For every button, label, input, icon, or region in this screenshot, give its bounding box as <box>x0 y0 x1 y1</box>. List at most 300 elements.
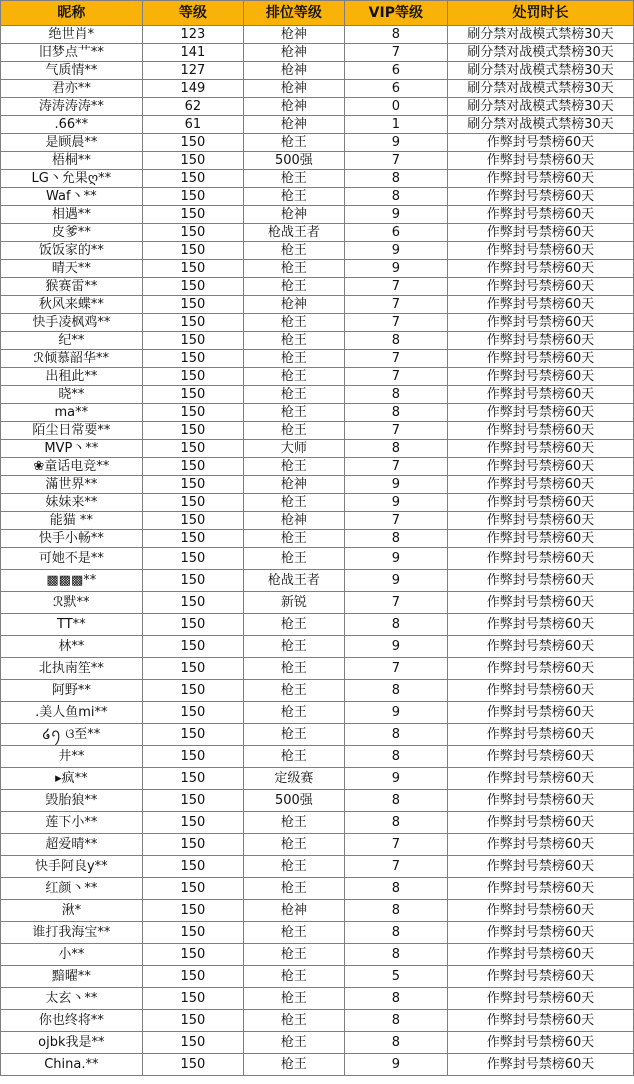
cell-rank: 枪王 <box>244 494 344 512</box>
cell-vip: 7 <box>344 834 447 856</box>
cell-nickname: 黯曜** <box>1 966 143 988</box>
cell-level: 150 <box>142 724 243 746</box>
cell-penalty: 作弊封号禁榜60天 <box>448 188 634 206</box>
cell-penalty: 作弊封号禁榜60天 <box>448 636 634 658</box>
table-row <box>1 26 634 44</box>
cell-nickname: 红颜丶** <box>1 878 143 900</box>
cell-rank: 枪王 <box>244 856 344 878</box>
table-row <box>1 988 634 1010</box>
table-row <box>1 350 634 368</box>
cell-penalty: 作弊封号禁榜60天 <box>448 966 634 988</box>
cell-vip: 7 <box>344 350 447 368</box>
cell-vip: 8 <box>344 746 447 768</box>
cell-rank: 枪神 <box>244 80 344 98</box>
cell-penalty: 作弊封号禁榜60天 <box>448 530 634 548</box>
cell-nickname: 谁打我海宝** <box>1 922 143 944</box>
cell-level: 150 <box>142 592 243 614</box>
cell-rank: 枪神 <box>244 476 344 494</box>
cell-vip: 8 <box>344 790 447 812</box>
cell-rank: 枪神 <box>244 26 344 44</box>
table-row <box>1 458 634 476</box>
cell-level: 150 <box>142 368 243 386</box>
cell-nickname: 林** <box>1 636 143 658</box>
cell-vip: 7 <box>344 152 447 170</box>
table-row <box>1 834 634 856</box>
cell-vip: 7 <box>344 296 447 314</box>
cell-rank: 定级赛 <box>244 768 344 790</box>
table-row <box>1 530 634 548</box>
table-row <box>1 922 634 944</box>
cell-penalty: 作弊封号禁榜60天 <box>448 440 634 458</box>
cell-level: 150 <box>142 790 243 812</box>
cell-vip: 7 <box>344 512 447 530</box>
cell-nickname: LG丶允果ღ** <box>1 170 143 188</box>
cell-penalty: 作弊封号禁榜60天 <box>448 1032 634 1054</box>
cell-rank: 枪王 <box>244 944 344 966</box>
cell-vip: 8 <box>344 188 447 206</box>
cell-level: 150 <box>142 812 243 834</box>
cell-level: 150 <box>142 746 243 768</box>
cell-penalty: 刷分禁对战模式禁榜30天 <box>448 98 634 116</box>
cell-vip: 7 <box>344 368 447 386</box>
table-row <box>1 440 634 458</box>
cell-level: 150 <box>142 152 243 170</box>
cell-rank: 枪王 <box>244 702 344 724</box>
cell-level: 150 <box>142 332 243 350</box>
cell-vip: 9 <box>344 636 447 658</box>
cell-nickname: China.** <box>1 1054 143 1076</box>
cell-rank: 枪王 <box>244 260 344 278</box>
cell-penalty: 作弊封号禁榜60天 <box>448 260 634 278</box>
table-row <box>1 260 634 278</box>
cell-penalty: 作弊封号禁榜60天 <box>448 512 634 530</box>
cell-level: 150 <box>142 260 243 278</box>
cell-level: 150 <box>142 134 243 152</box>
cell-penalty: 作弊封号禁榜60天 <box>448 170 634 188</box>
table-row <box>1 812 634 834</box>
table-row <box>1 98 634 116</box>
cell-level: 150 <box>142 614 243 636</box>
cell-vip: 7 <box>344 44 447 62</box>
cell-rank: 枪王 <box>244 1032 344 1054</box>
cell-nickname: 井** <box>1 746 143 768</box>
table-row <box>1 278 634 296</box>
cell-vip: 7 <box>344 422 447 440</box>
cell-rank: 枪王 <box>244 1054 344 1076</box>
cell-level: 150 <box>142 768 243 790</box>
cell-rank: 枪王 <box>244 966 344 988</box>
cell-penalty: 作弊封号禁榜60天 <box>448 134 634 152</box>
cell-rank: 枪王 <box>244 458 344 476</box>
table-row <box>1 548 634 570</box>
cell-nickname: ℛ倾慕韶华** <box>1 350 143 368</box>
cell-nickname: ▩▩▩** <box>1 570 143 592</box>
table-row <box>1 62 634 80</box>
cell-penalty: 作弊封号禁榜60天 <box>448 922 634 944</box>
cell-rank: 500强 <box>244 152 344 170</box>
cell-penalty: 作弊封号禁榜60天 <box>448 476 634 494</box>
cell-level: 150 <box>142 494 243 512</box>
cell-rank: 枪王 <box>244 878 344 900</box>
cell-nickname: 秋风来蝶** <box>1 296 143 314</box>
cell-level: 150 <box>142 922 243 944</box>
cell-rank: 枪王 <box>244 834 344 856</box>
cell-nickname: 相遇** <box>1 206 143 224</box>
cell-nickname: 你也终将** <box>1 1010 143 1032</box>
cell-rank: 枪王 <box>244 350 344 368</box>
cell-rank: 枪王 <box>244 1010 344 1032</box>
cell-penalty: 作弊封号禁榜60天 <box>448 494 634 512</box>
cell-rank: 枪神 <box>244 98 344 116</box>
cell-penalty: 刷分禁对战模式禁榜30天 <box>448 62 634 80</box>
cell-nickname: 绝世肖* <box>1 26 143 44</box>
cell-penalty: 作弊封号禁榜60天 <box>448 944 634 966</box>
cell-vip: 6 <box>344 80 447 98</box>
cell-rank: 枪王 <box>244 548 344 570</box>
cell-level: 150 <box>142 1010 243 1032</box>
cell-rank: 枪王 <box>244 368 344 386</box>
cell-level: 150 <box>142 422 243 440</box>
table-body <box>1 26 634 1076</box>
cell-rank: 枪神 <box>244 62 344 80</box>
header-vip: VIP等级 <box>344 1 447 26</box>
table-row <box>1 242 634 260</box>
cell-level: 150 <box>142 512 243 530</box>
cell-rank: 枪王 <box>244 404 344 422</box>
cell-nickname: 超爱晴** <box>1 834 143 856</box>
cell-nickname: 梧桐** <box>1 152 143 170</box>
cell-penalty: 作弊封号禁榜60天 <box>448 658 634 680</box>
cell-rank: 枪王 <box>244 170 344 188</box>
cell-rank: 枪王 <box>244 922 344 944</box>
cell-rank: 枪王 <box>244 332 344 350</box>
cell-rank: 新锐 <box>244 592 344 614</box>
cell-rank: 枪神 <box>244 206 344 224</box>
cell-level: 150 <box>142 856 243 878</box>
cell-nickname: .66** <box>1 116 143 134</box>
cell-penalty: 作弊封号禁榜60天 <box>448 1054 634 1076</box>
cell-level: 150 <box>142 966 243 988</box>
cell-level: 150 <box>142 278 243 296</box>
table-row <box>1 878 634 900</box>
cell-level: 150 <box>142 1054 243 1076</box>
cell-level: 150 <box>142 548 243 570</box>
cell-rank: 枪王 <box>244 614 344 636</box>
cell-penalty: 作弊封号禁榜60天 <box>448 548 634 570</box>
table-row <box>1 368 634 386</box>
cell-vip: 7 <box>344 458 447 476</box>
cell-rank: 枪王 <box>244 188 344 206</box>
cell-nickname: 旧梦点艹** <box>1 44 143 62</box>
cell-level: 150 <box>142 476 243 494</box>
cell-vip: 9 <box>344 494 447 512</box>
cell-rank: 枪王 <box>244 680 344 702</box>
cell-vip: 9 <box>344 242 447 260</box>
cell-vip: 8 <box>344 386 447 404</box>
cell-nickname: 陌尘日常要** <box>1 422 143 440</box>
cell-nickname: 能猫 ** <box>1 512 143 530</box>
cell-nickname: 出租此** <box>1 368 143 386</box>
cell-nickname: 猴赛雷** <box>1 278 143 296</box>
cell-penalty: 作弊封号禁榜60天 <box>448 206 634 224</box>
cell-penalty: 作弊封号禁榜60天 <box>448 386 634 404</box>
cell-vip: 9 <box>344 548 447 570</box>
cell-level: 150 <box>142 530 243 548</box>
table-row <box>1 404 634 422</box>
cell-level: 150 <box>142 386 243 404</box>
cell-penalty: 作弊封号禁榜60天 <box>448 614 634 636</box>
cell-penalty: 作弊封号禁榜60天 <box>448 404 634 422</box>
cell-level: 150 <box>142 188 243 206</box>
cell-vip: 6 <box>344 62 447 80</box>
cell-vip: 8 <box>344 988 447 1010</box>
cell-rank: 枪王 <box>244 314 344 332</box>
cell-nickname: 涛涛涛涛** <box>1 98 143 116</box>
table-row <box>1 1054 634 1076</box>
table-row <box>1 386 634 404</box>
cell-level: 150 <box>142 1032 243 1054</box>
header-penalty: 处罚时长 <box>448 1 634 26</box>
table-row <box>1 224 634 242</box>
table-row <box>1 724 634 746</box>
cell-vip: 9 <box>344 134 447 152</box>
cell-penalty: 作弊封号禁榜60天 <box>448 332 634 350</box>
cell-nickname: 快手小畅** <box>1 530 143 548</box>
cell-nickname: 君亦** <box>1 80 143 98</box>
table-row <box>1 768 634 790</box>
cell-nickname: 妹妹来** <box>1 494 143 512</box>
cell-penalty: 作弊封号禁榜60天 <box>448 224 634 242</box>
table-row <box>1 152 634 170</box>
table-row <box>1 1032 634 1054</box>
cell-penalty: 作弊封号禁榜60天 <box>448 790 634 812</box>
cell-vip: 8 <box>344 812 447 834</box>
cell-nickname: ໒ꪆ ଓ至** <box>1 724 143 746</box>
cell-vip: 9 <box>344 1054 447 1076</box>
table-row <box>1 658 634 680</box>
cell-penalty: 刷分禁对战模式禁榜30天 <box>448 44 634 62</box>
cell-nickname: 毁胎狼** <box>1 790 143 812</box>
cell-penalty: 作弊封号禁榜60天 <box>448 856 634 878</box>
cell-level: 150 <box>142 702 243 724</box>
cell-rank: 枪战王者 <box>244 570 344 592</box>
cell-level: 62 <box>142 98 243 116</box>
cell-vip: 8 <box>344 944 447 966</box>
cell-vip: 8 <box>344 404 447 422</box>
cell-level: 150 <box>142 440 243 458</box>
cell-rank: 枪王 <box>244 134 344 152</box>
cell-vip: 8 <box>344 724 447 746</box>
table-row <box>1 44 634 62</box>
cell-nickname: 太玄丶** <box>1 988 143 1010</box>
cell-nickname: 可她不是** <box>1 548 143 570</box>
table-row <box>1 314 634 332</box>
cell-penalty: 作弊封号禁榜60天 <box>448 834 634 856</box>
cell-level: 150 <box>142 224 243 242</box>
cell-penalty: 作弊封号禁榜60天 <box>448 1010 634 1032</box>
cell-level: 150 <box>142 242 243 260</box>
cell-penalty: 作弊封号禁榜60天 <box>448 152 634 170</box>
cell-vip: 7 <box>344 658 447 680</box>
table-row <box>1 746 634 768</box>
table-row <box>1 614 634 636</box>
cell-rank: 枪战王者 <box>244 224 344 242</box>
cell-vip: 8 <box>344 878 447 900</box>
table-row <box>1 1010 634 1032</box>
cell-nickname: 快手阿良y** <box>1 856 143 878</box>
table-row <box>1 636 634 658</box>
table-row <box>1 332 634 350</box>
table-row <box>1 116 634 134</box>
cell-rank: 枪神 <box>244 512 344 530</box>
cell-penalty: 作弊封号禁榜60天 <box>448 278 634 296</box>
cell-penalty: 作弊封号禁榜60天 <box>448 422 634 440</box>
cell-nickname: 小** <box>1 944 143 966</box>
cell-vip: 7 <box>344 592 447 614</box>
cell-level: 149 <box>142 80 243 98</box>
cell-level: 150 <box>142 296 243 314</box>
cell-vip: 9 <box>344 260 447 278</box>
cell-vip: 9 <box>344 702 447 724</box>
cell-rank: 枪王 <box>244 988 344 1010</box>
cell-penalty: 刷分禁对战模式禁榜30天 <box>448 26 634 44</box>
cell-level: 150 <box>142 878 243 900</box>
cell-level: 150 <box>142 350 243 368</box>
table-row <box>1 134 634 152</box>
table-row <box>1 592 634 614</box>
table-row <box>1 296 634 314</box>
cell-vip: 9 <box>344 476 447 494</box>
cell-vip: 7 <box>344 856 447 878</box>
cell-vip: 8 <box>344 900 447 922</box>
cell-rank: 枪王 <box>244 278 344 296</box>
cell-nickname: ojbk我是** <box>1 1032 143 1054</box>
table-row <box>1 494 634 512</box>
table-row <box>1 900 634 922</box>
cell-nickname: 莲下小** <box>1 812 143 834</box>
cell-rank: 枪神 <box>244 116 344 134</box>
cell-vip: 7 <box>344 314 447 332</box>
cell-level: 150 <box>142 404 243 422</box>
cell-vip: 8 <box>344 26 447 44</box>
cell-level: 150 <box>142 458 243 476</box>
cell-penalty: 作弊封号禁榜60天 <box>448 988 634 1010</box>
table-row <box>1 570 634 592</box>
cell-vip: 8 <box>344 332 447 350</box>
cell-vip: 8 <box>344 1010 447 1032</box>
cell-level: 150 <box>142 314 243 332</box>
cell-vip: 8 <box>344 1032 447 1054</box>
table-row <box>1 206 634 224</box>
cell-vip: 9 <box>344 768 447 790</box>
cell-vip: 8 <box>344 440 447 458</box>
cell-rank: 大师 <box>244 440 344 458</box>
cell-vip: 8 <box>344 170 447 188</box>
table-row <box>1 790 634 812</box>
cell-penalty: 刷分禁对战模式禁榜30天 <box>448 116 634 134</box>
cell-nickname: ▸疯** <box>1 768 143 790</box>
table-row <box>1 422 634 440</box>
cell-nickname: 纪** <box>1 332 143 350</box>
table-row <box>1 188 634 206</box>
cell-vip: 8 <box>344 680 447 702</box>
cell-rank: 枪神 <box>244 44 344 62</box>
cell-nickname: 快手凌枫鸡** <box>1 314 143 332</box>
cell-level: 150 <box>142 900 243 922</box>
table-row <box>1 944 634 966</box>
header-nickname: 昵称 <box>1 1 143 26</box>
cell-level: 150 <box>142 170 243 188</box>
cell-vip: 5 <box>344 966 447 988</box>
header-rank: 排位等级 <box>244 1 344 26</box>
cell-penalty: 作弊封号禁榜60天 <box>448 812 634 834</box>
cell-vip: 9 <box>344 570 447 592</box>
cell-level: 150 <box>142 988 243 1010</box>
cell-vip: 7 <box>344 278 447 296</box>
cell-vip: 0 <box>344 98 447 116</box>
cell-level: 141 <box>142 44 243 62</box>
cell-penalty: 作弊封号禁榜60天 <box>448 900 634 922</box>
cell-nickname: MVP丶** <box>1 440 143 458</box>
cell-vip: 8 <box>344 614 447 636</box>
cell-vip: 1 <box>344 116 447 134</box>
table-row <box>1 476 634 494</box>
cell-level: 61 <box>142 116 243 134</box>
cell-penalty: 作弊封号禁榜60天 <box>448 570 634 592</box>
table-row <box>1 512 634 530</box>
cell-penalty: 作弊封号禁榜60天 <box>448 878 634 900</box>
cell-penalty: 作弊封号禁榜60天 <box>448 242 634 260</box>
cell-penalty: 作弊封号禁榜60天 <box>448 768 634 790</box>
cell-penalty: 刷分禁对战模式禁榜30天 <box>448 80 634 98</box>
cell-level: 150 <box>142 658 243 680</box>
cell-level: 127 <box>142 62 243 80</box>
cell-rank: 枪神 <box>244 296 344 314</box>
cell-nickname: 晓** <box>1 386 143 404</box>
cell-penalty: 作弊封号禁榜60天 <box>448 592 634 614</box>
cell-penalty: 作弊封号禁榜60天 <box>448 314 634 332</box>
table-row <box>1 856 634 878</box>
cell-level: 150 <box>142 206 243 224</box>
cell-penalty: 作弊封号禁榜60天 <box>448 680 634 702</box>
cell-nickname: Waf丶** <box>1 188 143 206</box>
cell-rank: 500强 <box>244 790 344 812</box>
cell-nickname: TT** <box>1 614 143 636</box>
cell-nickname: 是顾晨** <box>1 134 143 152</box>
cell-rank: 枪王 <box>244 658 344 680</box>
cell-level: 150 <box>142 944 243 966</box>
cell-rank: 枪王 <box>244 746 344 768</box>
cell-nickname: 气质情** <box>1 62 143 80</box>
cell-vip: 9 <box>344 206 447 224</box>
cell-rank: 枪王 <box>244 242 344 260</box>
cell-penalty: 作弊封号禁榜60天 <box>448 296 634 314</box>
cell-nickname: ℛ默** <box>1 592 143 614</box>
cell-nickname: ma** <box>1 404 143 422</box>
cell-nickname: 北执南笙** <box>1 658 143 680</box>
cell-level: 150 <box>142 680 243 702</box>
cell-rank: 枪王 <box>244 530 344 548</box>
table-row <box>1 680 634 702</box>
cell-nickname: .美人鱼mi** <box>1 702 143 724</box>
cell-vip: 8 <box>344 922 447 944</box>
cell-rank: 枪王 <box>244 636 344 658</box>
cell-rank: 枪王 <box>244 386 344 404</box>
cell-rank: 枪神 <box>244 900 344 922</box>
cell-level: 150 <box>142 570 243 592</box>
cell-vip: 8 <box>344 530 447 548</box>
cell-level: 150 <box>142 834 243 856</box>
